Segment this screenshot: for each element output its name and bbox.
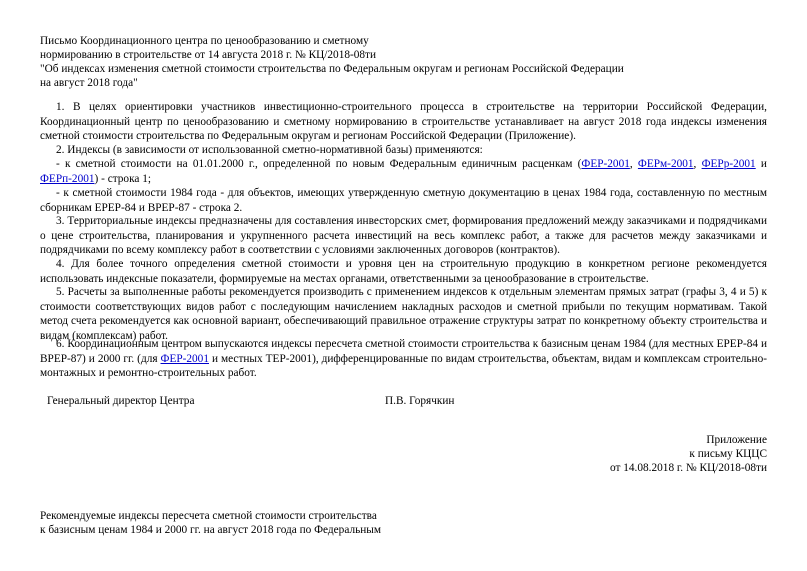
paragraph-5 xyxy=(40,214,767,258)
paragraph-6-text: 4. Для более точного определения сметной стоимости и уровня цен на строительную продукцию в конкретном регионе рекомендуется использовать индексные показатели, формируемые на местах органами, ответственными за ценообразование в строительстве. xyxy=(40,258,767,285)
paragraph-1 xyxy=(40,100,767,144)
paragraph-8 xyxy=(40,337,767,381)
paragraph-3-text-end: ) - строка 1; xyxy=(94,172,152,185)
link-fer-2001[interactable]: ФЕР-2001 xyxy=(581,158,630,170)
table-title-line-2: к базисным ценам 1984 и 2000 гг. на август 2018 года по Федеральным xyxy=(40,524,382,536)
separator: , xyxy=(629,158,638,170)
paragraph-7-text: 5. Расчеты за выполненные работы рекомендуется производить с применением индексов к отдельным элементам прямых затрат (графы 3, 4 и 5) к стоимости соответствующих видов работ с последующим начислением накладных расходов и сметной прибыли по текущим нормативам. Такой метод счета рекомендуется как основной вариант, обеспечивающий правильное отражение структуры затрат по конкретному объекту строительства и видам (комплексам) работ. xyxy=(40,286,767,342)
paragraph-8-text-end: и местных ТЕР-2001), дифференцированные по видам строительства, объектам, видам и комплексам строительно-монтажных и ремонтно-строительных работ. xyxy=(40,352,767,379)
paragraph-6 xyxy=(40,257,767,286)
paragraph-2 xyxy=(40,143,767,158)
paragraph-3 xyxy=(40,157,767,186)
paragraph-2-text: 2. Индексы (в зависимости от использованной сметно-нормативной базы) применяются: xyxy=(56,144,483,156)
link-ferp-2001[interactable]: ФЕРп-2001 xyxy=(40,172,95,185)
paragraph-1-text: 1. В целях ориентировки участников инвестиционно-строительного процесса в строительстве на территории Российской Федерации, Координационный центр по ценообразованию и сметному нормированию в строительстве устанавливает на август 2018 года индексы изменения сметной стоимости строительства по Федеральным округам и регионам Российской Федерации (Приложение). xyxy=(40,101,767,142)
separator: , xyxy=(693,158,702,170)
appendix-label: Приложение xyxy=(706,434,767,446)
paragraph-4 xyxy=(40,186,767,215)
letter-header-line-3: "Об индексах изменения сметной стоимости строительства по Федеральным округам и регионам Российской Федерации xyxy=(40,63,624,75)
table-title-line-1: Рекомендуемые индексы пересчета сметной стоимости строительства xyxy=(40,510,377,522)
conjunction: и xyxy=(755,158,767,170)
link-ferr-2001[interactable]: ФЕРр-2001 xyxy=(701,158,756,170)
link-fer-2001-second[interactable]: ФЕР-2001 xyxy=(160,352,209,365)
paragraph-3-text-start: - к сметной стоимости на 01.01.2000 г., определенной по новым Федеральным единичным расценкам ( xyxy=(56,158,582,170)
link-ferm-2001[interactable]: ФЕРм-2001 xyxy=(637,158,694,170)
paragraph-7 xyxy=(40,285,767,343)
letter-header-line-2: нормированию в строительстве от 14 августа 2018 г. № КЦ/2018-08ти xyxy=(40,49,377,61)
appendix-ref: к письму КЦЦС xyxy=(689,448,767,460)
letter-header-line-4: на август 2018 года" xyxy=(40,77,138,89)
paragraph-5-text: 3. Территориальные индексы предназначены для составления инвесторских смет, формирования предложений между заказчиками и подрядчиками о цене строительства, планирования и укрупненного расчета инвестиций на весь комплекс работ, а также для расчетов между заказчиками и подрядчиками по всему комплексу работ в соответствии с условиями заключенных договоров (контрактов). xyxy=(40,215,767,256)
signature-name: П.В. Горячкин xyxy=(385,395,455,407)
paragraph-4-text: - к сметной стоимости 1984 года - для объектов, имеющих утвержденную сметную документацию в ценах 1984 года, составленную по местным сборникам ЕРЕР-84 и ВРЕР-87 - строка 2. xyxy=(40,187,767,214)
paragraph-8-text-start: 6. Координационным центром выпускаются индексы пересчета сметной стоимости строительства к базисным ценам 1984 (для местных ЕРЕР-84 и ВРЕР-87) и 2000 гг. (для xyxy=(40,338,767,365)
appendix-date: от 14.08.2018 г. № КЦ/2018-08ти xyxy=(610,462,767,474)
letter-header-line-1: Письмо Координационного центра по ценообразованию и сметному xyxy=(40,35,369,47)
signature-position: Генеральный директор Центра xyxy=(47,395,195,407)
